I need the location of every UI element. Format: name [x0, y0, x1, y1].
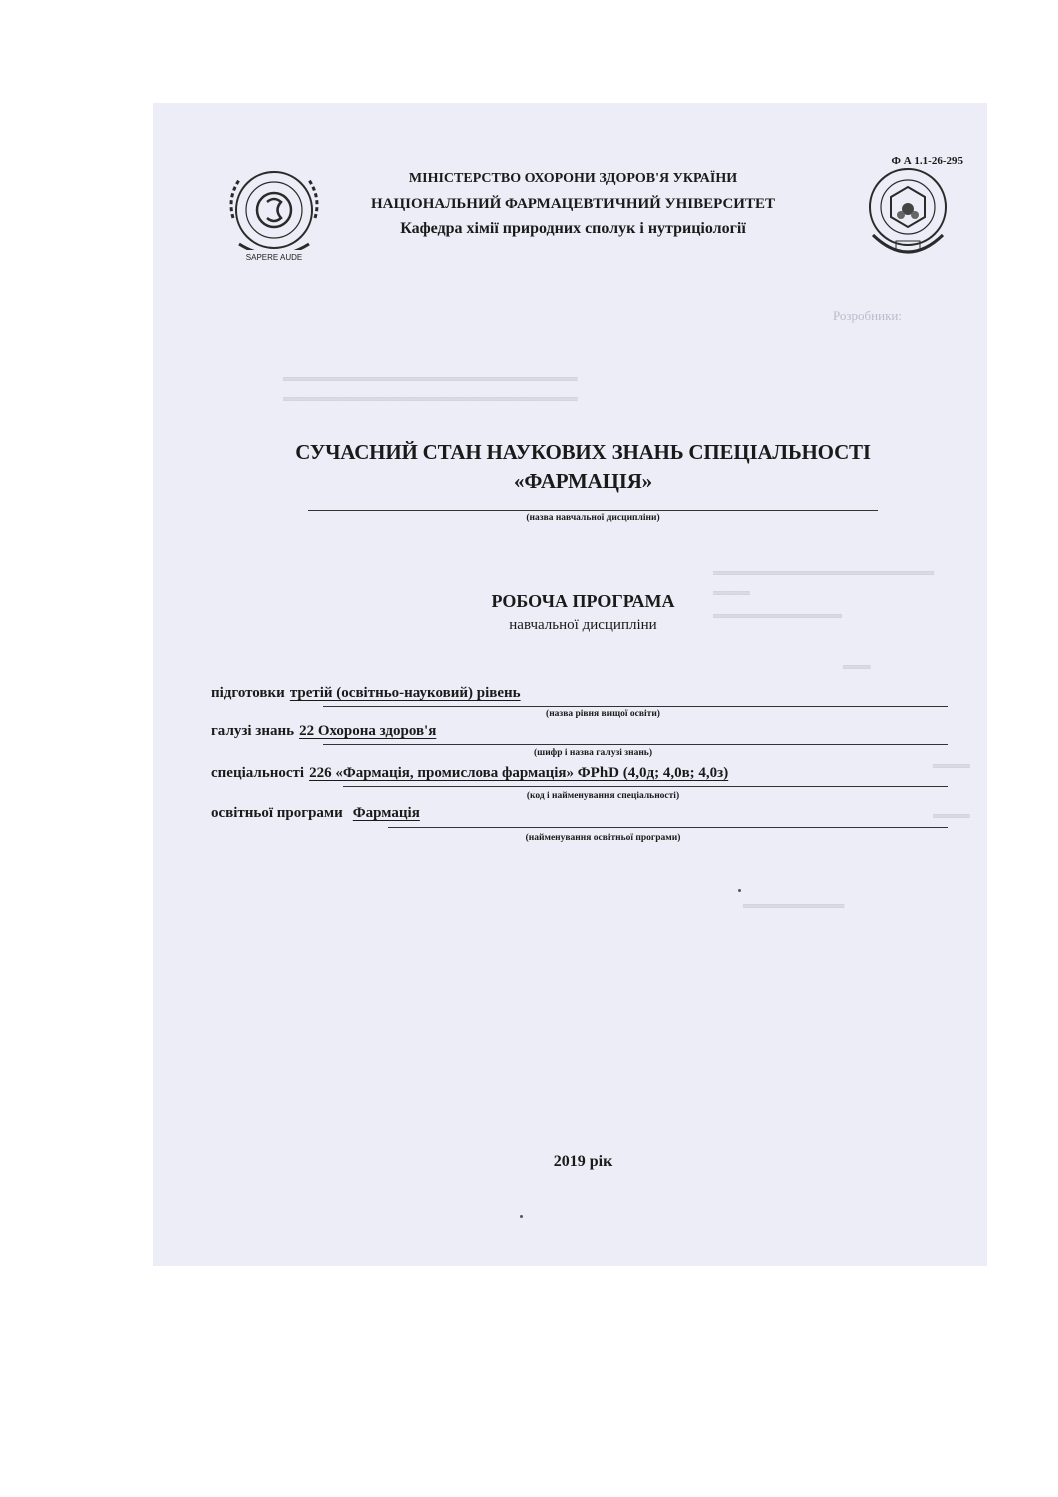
discipline-title-line2: «ФАРМАЦІЯ» — [514, 469, 652, 493]
bleed-through-text: ════ — [933, 808, 970, 823]
department-heading: Кафедра хімії природних сполук і нутриціології — [400, 220, 746, 237]
bleed-through-text: ════════════════════════════════ — [283, 371, 578, 386]
bleed-through-text: ════ — [713, 585, 750, 600]
field-specialty — [211, 765, 728, 782]
document-year: 2019 рік — [553, 1153, 613, 1170]
discipline-title-line1: СУЧАСНИЙ СТАН НАУКОВИХ ЗНАНЬ СПЕЦІАЛЬНОСТІ — [295, 440, 871, 464]
field-caption: (найменування освітньої програми) — [525, 833, 681, 843]
field-educational-program — [211, 805, 420, 822]
bleed-through-text: ════ — [933, 758, 970, 773]
field-knowledge-area — [211, 723, 436, 740]
field-value: Фармація — [352, 805, 420, 821]
bleed-through-text: ══════════════ — [713, 608, 842, 623]
discipline-underline — [308, 510, 878, 511]
program-title: РОБОЧА ПРОГРАМА — [491, 591, 675, 611]
field-caption: (код і найменування спеціальності) — [526, 791, 680, 801]
document-page — [153, 103, 987, 1266]
ministry-heading: МІНІСТЕРСТВО ОХОРОНИ ЗДОРОВ'Я УКРАЇНИ — [408, 171, 738, 186]
university-emblem-logo — [221, 158, 327, 274]
field-underline — [388, 827, 948, 828]
bleed-through-text: ════════════════════════ — [713, 565, 935, 580]
form-code: Ф А 1.1-26-295 — [891, 155, 963, 167]
field-caption: (назва рівня вищої освіти) — [546, 709, 660, 719]
field-label: освітньої програми — [211, 805, 343, 821]
bleed-through-text: Розробники: — [833, 308, 902, 323]
field-value: третій (освітньо-науковий) рівень — [289, 685, 521, 701]
discipline-caption: (назва навчальної дисципліни) — [526, 513, 660, 523]
field-underline — [343, 786, 948, 787]
bleed-through-text: ═══ — [843, 659, 871, 674]
department-emblem-logo — [863, 157, 953, 277]
bleed-through-text: ════════════════════════════════ — [283, 391, 578, 406]
field-level — [211, 685, 521, 702]
program-subtitle: навчальної дисципліни — [509, 617, 657, 633]
field-value: 226 «Фармація, промислова фармація» ФPhD (4,0д; 4,0в; 4,0з) — [309, 765, 729, 781]
svg-text:SAPERE AUDE: SAPERE AUDE — [245, 253, 303, 262]
field-underline — [323, 744, 948, 745]
field-value: 22 Охорона здоров'я — [299, 723, 437, 739]
field-caption: (шифр і назва галузі знань) — [534, 748, 652, 758]
field-label: спеціальності — [211, 765, 305, 781]
scan-speck — [520, 1215, 523, 1218]
field-label: галузі знань — [211, 723, 295, 739]
field-label: підготовки — [211, 685, 285, 701]
scan-speck — [738, 889, 741, 892]
field-underline — [323, 706, 948, 707]
bleed-through-text: ═══════════ — [743, 898, 845, 913]
university-heading: НАЦІОНАЛЬНИЙ ФАРМАЦЕВТИЧНИЙ УНІВЕРСИТЕТ — [371, 196, 775, 212]
